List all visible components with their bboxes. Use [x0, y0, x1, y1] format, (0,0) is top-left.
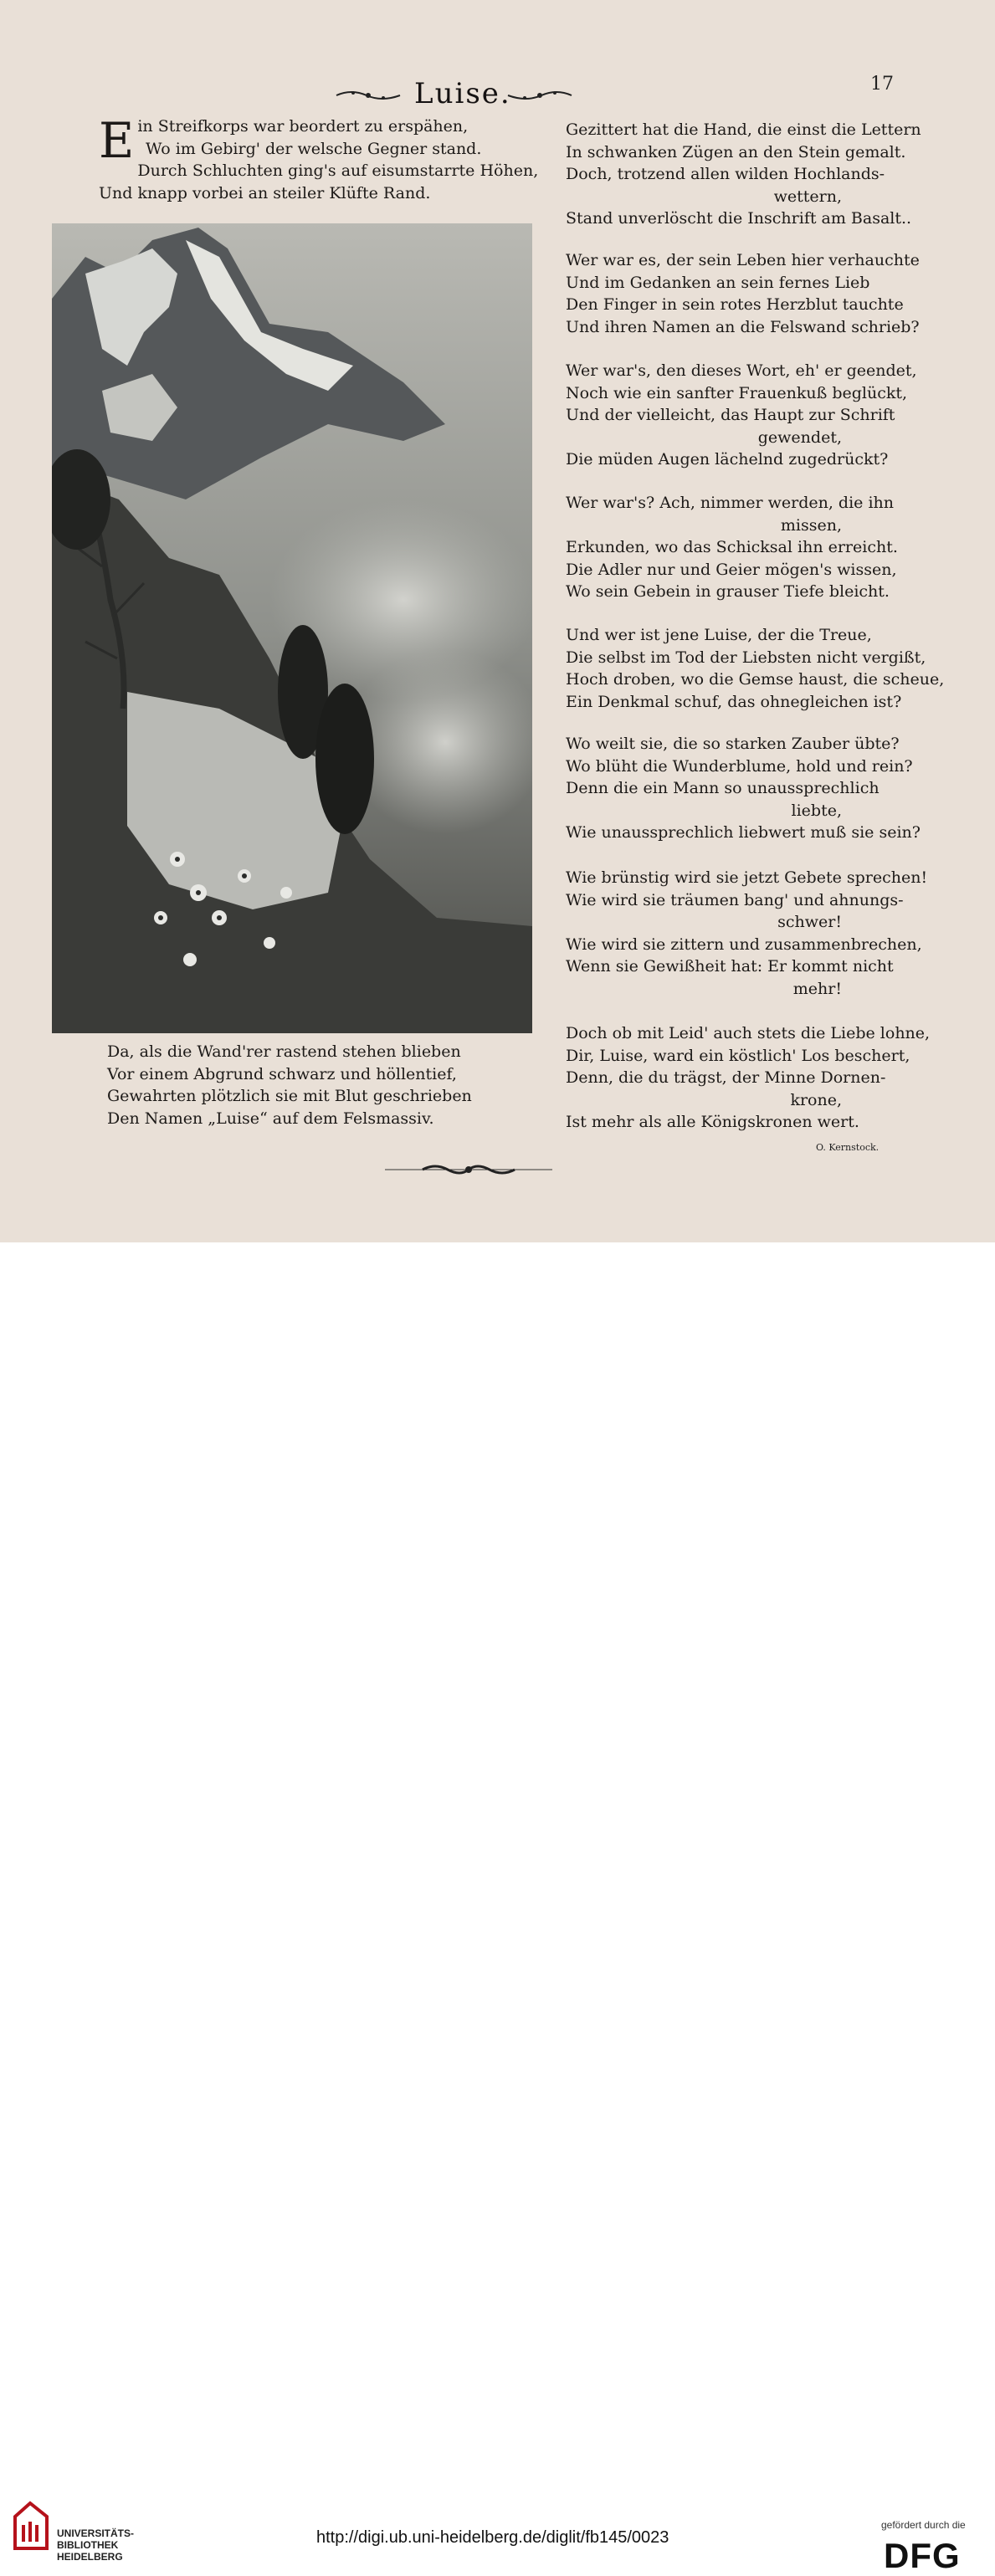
poem-line: Denn die ein Mann so unaussprechlich	[566, 779, 880, 797]
poem-line: Gewahrten plötzlich sie mit Blut geschrieben	[107, 1087, 472, 1105]
poem-line: Vor einem Abgrund schwarz und höllentief,	[107, 1064, 457, 1083]
poem-line: Stand unverlöscht die Inschrift am Basalt..	[566, 209, 912, 228]
right-stanza-3	[566, 360, 917, 471]
right-stanza-4	[566, 492, 900, 603]
poem-line: Und der vielleicht, das Haupt zur Schrift	[566, 406, 895, 424]
poem-line: missen,	[780, 515, 842, 535]
poem-line: Ein Denkmal schuf, das ohnegleichen ist?	[566, 692, 902, 711]
mountain-landscape-illustration	[52, 223, 532, 1033]
poem-line: Wie wird sie zittern und zusammenbrechen,	[566, 935, 922, 954]
poem-line: Gezittert hat die Hand, die einst die Lettern	[566, 120, 921, 139]
left-stanza-1	[99, 112, 539, 204]
poem-line: In schwanken Zügen an den Stein gemalt.	[566, 142, 906, 161]
poem-line: Wer war es, der sein Leben hier verhauchte	[566, 251, 920, 269]
library-name	[57, 2527, 134, 2563]
poem-line: krone,	[790, 1090, 842, 1109]
poem-line: Wie unaussprechlich liebwert muß sie sein?	[566, 823, 921, 842]
library-name-line: UNIVERSITÄTS-	[57, 2527, 135, 2539]
poem-line: wettern,	[773, 187, 842, 206]
poem-line: Wie wird sie träumen bang' und ahnungs-	[566, 890, 904, 909]
poem-line: Die Adler nur und Geier mögen's wissen,	[566, 560, 897, 579]
poem-line: Doch ob mit Leid' auch stets die Liebe lohne,	[566, 1024, 931, 1042]
end-vignette-ornament	[385, 1161, 552, 1178]
left-flourish-ornament	[335, 87, 402, 104]
poem-line: Und knapp vorbei an steiler Klüfte Rand.	[99, 183, 431, 202]
dfg-logo: DFG	[884, 2536, 961, 2575]
drop-cap: E	[99, 112, 135, 169]
poem-line: in Streifkorps war beordert zu erspähen,	[137, 117, 469, 136]
poem-line: Hoch droben, wo die Gemse haust, die scheue,	[566, 670, 945, 689]
scanned-page	[0, 0, 995, 1242]
poem-line: Und im Gedanken an sein fernes Lieb	[566, 273, 870, 292]
right-flourish-ornament	[506, 87, 573, 104]
poem-line: Wer war's? Ach, nimmer werden, die ihn	[566, 494, 894, 512]
poem-line: Und ihren Namen an die Felswand schrieb?	[566, 317, 920, 336]
poem-line: Wo blüht die Wunderblume, hold und rein?	[566, 756, 913, 776]
left-stanza-2	[107, 1041, 542, 1129]
poem-line: Dir, Luise, ward ein köstlich' Los beschert,	[566, 1046, 910, 1065]
poem-line: Ist mehr als alle Königskronen wert.	[566, 1113, 859, 1131]
poem-line: Durch Schluchten ging's auf eisumstarrte Höhen,	[137, 161, 539, 180]
poem-line: Wie brünstig wird sie jetzt Gebete sprechen!	[566, 868, 928, 887]
poem-line: Und wer ist jene Luise, der die Treue,	[566, 626, 872, 644]
poem-line: Da, als die Wand'rer rastend stehen blieben	[107, 1042, 461, 1061]
poem-line: Wo weilt sie, die so starken Zauber übte?	[566, 735, 900, 753]
sponsor-note: gefördert durch die	[881, 2519, 966, 2531]
title-row	[335, 77, 586, 110]
poem-line: Den Finger in sein rotes Herzblut tauchte	[566, 295, 904, 314]
footer-bar	[0, 1242, 995, 2575]
poem-line: Erkunden, wo das Schicksal ihn erreicht.	[566, 538, 898, 556]
source-url-link[interactable]: http://digi.ub.uni-heidelberg.de/diglit/fb145/0023	[316, 2528, 669, 2547]
poem-line: Doch, trotzend allen wilden Hochlands-	[566, 165, 885, 183]
poem-line: Wo im Gebirg' der welsche Gegner stand.	[146, 139, 482, 158]
right-stanza-2	[566, 249, 920, 338]
poem-line: schwer!	[777, 913, 842, 931]
library-name-line: BIBLIOTHEK	[57, 2539, 119, 2551]
page-number: 17	[870, 74, 894, 95]
poem-line: Die selbst im Tod der Liebsten nicht vergißt,	[566, 648, 926, 667]
poem-line: Wer war's, den dieses Wort, eh' er geendet,	[566, 361, 917, 380]
poem-line: Wenn sie Gewißheit hat: Er kommt nicht	[566, 957, 894, 976]
poem-line: Noch wie ein sanfter Frauenkuß beglückt,	[566, 383, 908, 402]
right-stanza-5	[566, 624, 945, 713]
poem-line: gewendet,	[757, 428, 842, 447]
library-name-line: HEIDELBERG	[57, 2551, 123, 2563]
right-stanza-7	[566, 867, 928, 1000]
poem-line: Die müden Augen lächelnd zugedrückt?	[566, 450, 889, 469]
poem-line: Den Namen „Luise“ auf dem Felsmassiv.	[107, 1109, 434, 1128]
university-library-logo-icon	[12, 2500, 50, 2552]
right-stanza-8	[566, 1022, 931, 1134]
author-signature: O. Kernstock.	[816, 1142, 880, 1153]
poem-line: mehr!	[792, 979, 842, 998]
poem-line: liebte,	[791, 801, 842, 820]
right-stanza-1	[566, 119, 921, 230]
poem-line: Denn, die du trägst, der Minne Dornen-	[566, 1068, 886, 1087]
poem-line: Wo sein Gebein in grauser Tiefe bleicht.	[566, 582, 890, 601]
page-title: Luise.	[414, 77, 511, 110]
right-stanza-6	[566, 733, 921, 844]
